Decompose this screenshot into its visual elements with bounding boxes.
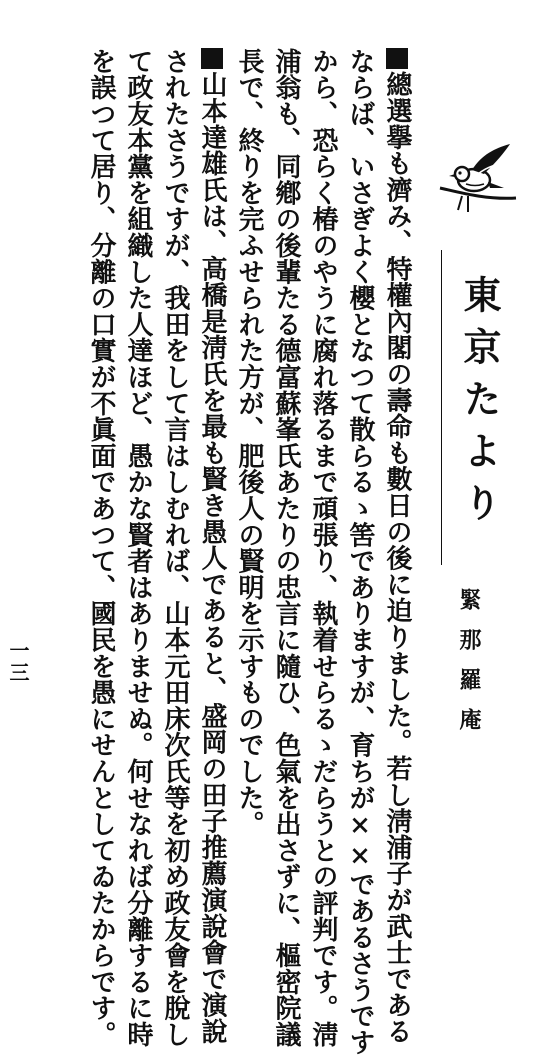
body-line: ならば、いさぎよく櫻となつて散らるゝ筈でありますが、育ちが××であるさうです [345,48,375,1055]
body-line: を誤つて居り、分離の口實が不眞面であつて、國民を愚にせんとしてゐたからです。 [86,48,116,1048]
body-line: て政友本黨を組織した人達ほど、愚かな賢者はありませぬ。何せなれば分離するに時 [123,48,153,1048]
body-line: 山本達雄氏は、高橋是淸氏を最も賢き愚人であると、盛岡の田子推薦演說會で演說 [199,48,225,1044]
title-rule-line [441,250,442,565]
square-bullet-icon [386,48,407,69]
body-line: から、恐らく椿のやうに腐れ落るまで頑張り、執着せらるゝだらうとの評判です。淸 [308,48,338,1048]
body-line: されたさうですが、我田をして言はしむれば、山本元田床次氏等を初め政友會を脫し [160,48,190,1048]
bird-on-branch-icon [438,140,518,220]
body-line: 浦翁も、同鄕の後輩たる德富蘇峯氏あたりの忠言に隨ひ、色氣を出さずに、樞密院議 [271,48,301,1048]
square-bullet-icon [201,48,222,69]
article-title: 東京たより [457,275,502,535]
author-name: 緊那羅庵 [456,588,482,748]
body-line: 總選擧も濟み、特權內閣の壽命も數日の後に迫りました。若し淸浦子が武士である [384,48,410,1044]
body-line: 長で、終りを完ふせられた方が、肥後人の賢明を示すものでした。 [234,48,264,837]
page-number: 一三 [6,640,30,684]
